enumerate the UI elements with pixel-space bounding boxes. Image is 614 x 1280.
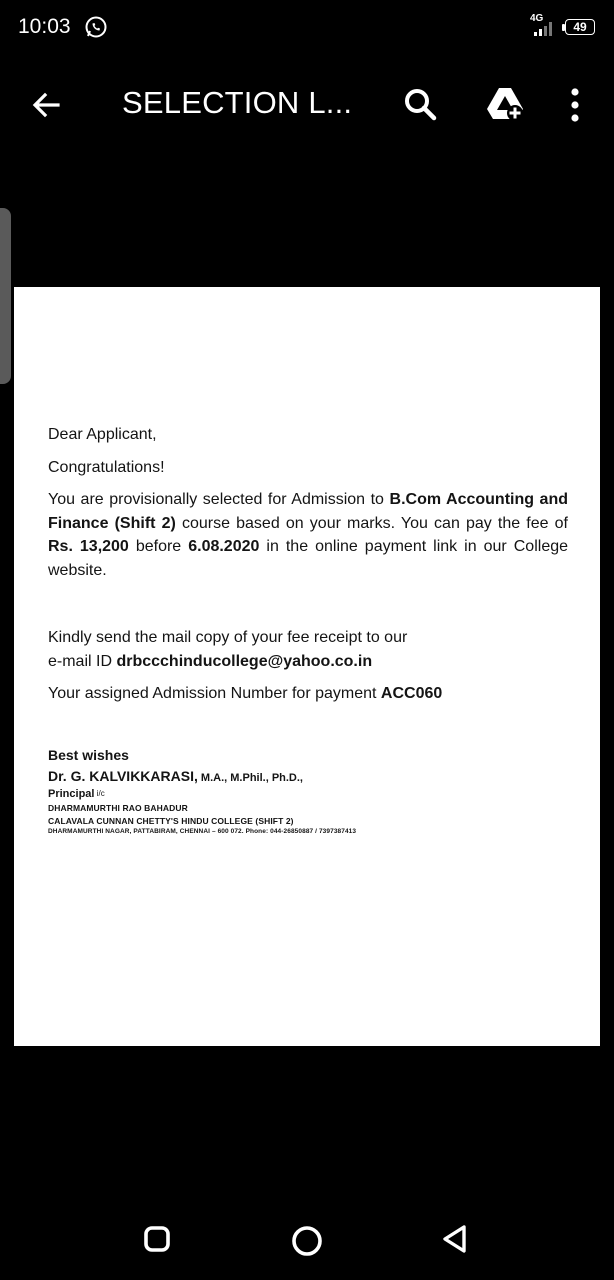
college-line-2: CALAVALA CUNNAN CHETTY'S HINDU COLLEGE (SHIFT 2) — [48, 816, 294, 826]
college-address: DHARMAMURTHI NAGAR, PATTABIRAM, CHENNAI – 600 072. Phone: 044-26850887 / 7397387413 — [48, 828, 357, 835]
status-time: 10:03 — [18, 15, 71, 38]
whatsapp-icon — [84, 15, 108, 39]
add-to-drive-icon[interactable] — [484, 82, 526, 124]
course-name: B.Com Accounting and Finance (Shift 2) — [48, 491, 569, 532]
closing: Best wishes — [48, 747, 129, 763]
search-icon[interactable] — [400, 84, 440, 124]
recent-apps-icon[interactable] — [140, 1222, 174, 1256]
document-title: SELECTION L... — [122, 85, 353, 120]
deadline-date: 6.08.2020 — [188, 538, 260, 555]
fee-receipt-instruction: Kindly send the mail copy of your fee receipt to our e-mail ID drbccchinducollege@yahoo.co.in — [48, 629, 408, 670]
signal-icon — [534, 22, 556, 36]
congratulations: Congratulations! — [48, 458, 165, 476]
system-nav-bar — [0, 1210, 614, 1270]
signatory-role: Principal i/c — [48, 788, 105, 800]
more-vert-icon[interactable] — [562, 84, 588, 126]
letter-body — [48, 423, 568, 706]
signature-block — [48, 747, 588, 835]
fee-amount: Rs. 13,200 — [48, 538, 129, 555]
document-page — [14, 287, 600, 1046]
battery-level: 49 — [573, 20, 587, 34]
network-type: 4G — [530, 13, 544, 24]
scroll-handle[interactable] — [0, 208, 11, 384]
admission-number-line: Your assigned Admission Number for payment ACC060 — [48, 685, 443, 702]
back-arrow-icon[interactable] — [28, 87, 64, 123]
app-toolbar — [0, 70, 614, 138]
battery-icon — [562, 19, 598, 37]
home-icon[interactable] — [288, 1222, 326, 1260]
back-icon[interactable] — [438, 1222, 472, 1256]
admission-number: ACC060 — [380, 685, 443, 702]
signatory-name: Dr. G. KALVIKKARASI, M.A., M.Phil., Ph.D., — [48, 768, 303, 784]
status-bar — [0, 0, 614, 56]
college-line-1: DHARMAMURTHI RAO BAHADUR — [48, 803, 188, 813]
contact-email: drbccchinducollege@yahoo.co.in — [116, 652, 373, 670]
greeting: Dear Applicant, — [48, 426, 157, 443]
admission-paragraph: You are provisionally selected for Admission to B.Com Accounting and Finance (Shift 2) course based on your marks. You can pay the fee of Rs. 13,200 before 6.08.2020 in the online payment link in our College website. — [48, 491, 569, 579]
